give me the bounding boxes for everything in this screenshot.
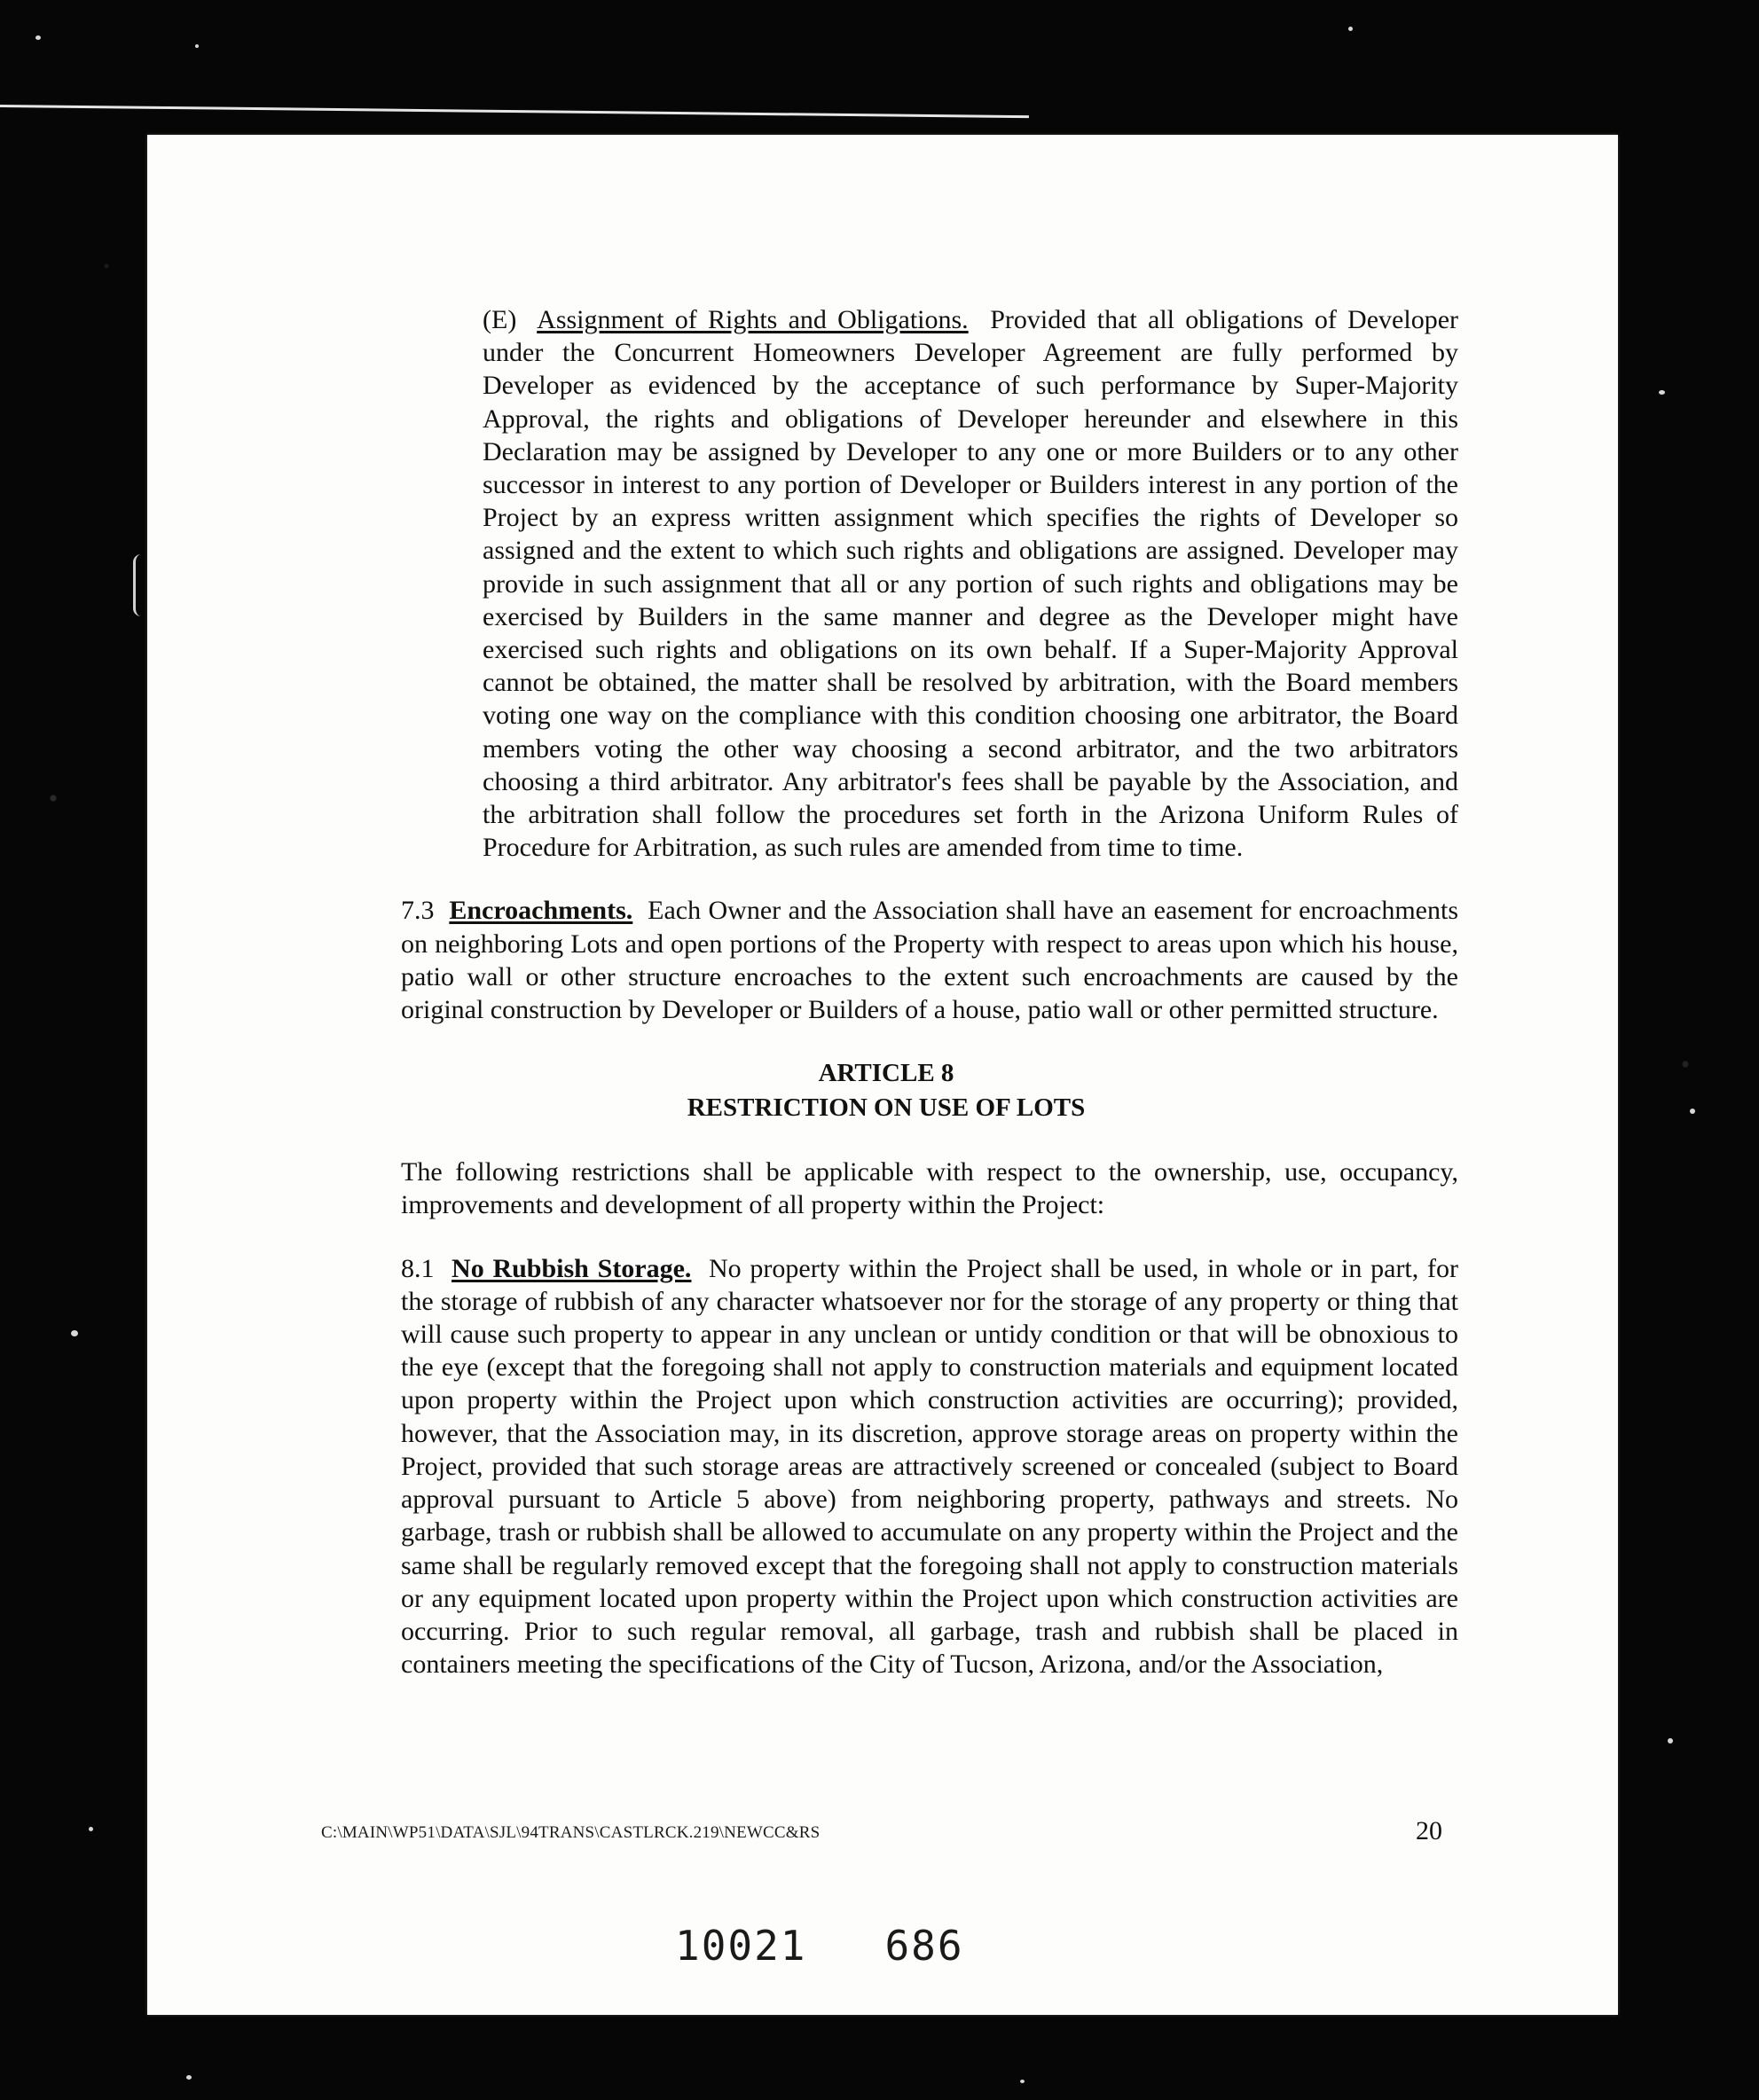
scan-edge-line <box>0 105 1029 118</box>
dust-speck <box>1659 390 1665 395</box>
article-title: ARTICLE 8 <box>818 1059 954 1088</box>
page-number: 20 <box>1416 1816 1442 1845</box>
paragraph-assignment-of-rights <box>314 303 1458 864</box>
dust-speck <box>71 1330 78 1336</box>
scan-artifact-bracket <box>133 554 141 616</box>
dust-speck <box>1348 27 1353 31</box>
dust-speck <box>195 44 199 48</box>
recording-page: 686 <box>884 1922 964 1970</box>
section-heading: Encroachments. <box>449 896 633 926</box>
paragraph-label: (E) <box>483 305 517 334</box>
dust-speck <box>1668 1738 1673 1743</box>
dust-speck <box>186 2075 192 2080</box>
section-body: No property within the Project shall be used, in whole or in part, for the storage of rubbish of any character whatsoever nor for the storage of any property or thing that will cause such property to appear in any unclean or untidy condition or that will be obnoxious to the eye (except that the foregoing shall not apply to construction materials and equipment located upon property within the Project upon which construction activities are occurring); provided, however, that the Association may, in its discretion, approve storage areas on property within the Project, provided that such storage areas are attractively screened or concealed (subject to Board approval pursuant to Article 5 above) from neighboring property, pathways and streets. No garbage, trash or rubbish shall be allowed to accumulate on any property within the Project and the same shall be regularly removed except that the foregoing shall not apply to construction materials or any equipment located upon property within the Project upon which construction activities are occurring. Prior to such regular removal, all garbage, trash and rubbish shall be placed in containers meeting the specifications of the City of Tucson, Arizona, and/or the Association, <box>401 1253 1459 1680</box>
section-encroachments <box>314 894 1458 1026</box>
dust-speck <box>35 35 41 40</box>
footer-file-path: C:\MAIN\WP51\DATA\SJL\94TRANS\CASTLRCK.219\NEWCC&RS <box>321 1823 821 1842</box>
dust-speck <box>1020 2080 1025 2083</box>
section-number: 7.3 <box>401 896 435 926</box>
document-page <box>147 135 1618 2015</box>
recording-stamp <box>675 1922 964 1970</box>
recording-docket: 10021 <box>675 1922 807 1970</box>
dust-speck <box>89 1827 93 1831</box>
section-heading: No Rubbish Storage. <box>452 1253 692 1283</box>
dust-speck <box>1690 1109 1695 1114</box>
paragraph-body: Provided that all obligations of Developer under the Concurrent Homeowners Developer Agreement are fully performed by Developer as evidenced by the acceptance of such performance by Super-Majority Approval, the rights and obligations of Developer hereunder and elsewhere in this Declaration may be assigned by Developer to any one or more Builders or to any other successor in interest to any portion of Developer or Builders interest in any portion of the Project by an express written assignment which specifies the rights of Developer so assigned and the extent to which such rights and obligations are assigned. Developer may provide in such assignment that all or any portion of such rights and obligations may be exercised by Builders in the same manner and degree as the Developer might have exercised such rights and obligations on its own behalf. If a Super-Majority Approval cannot be obtained, the matter shall be resolved by arbitration, with the Board members voting one way on the compliance with this condition choosing one arbitrator, the Board members voting the other way choosing a second arbitrator, and the two arbitrators choosing a third arbitrator. Any arbitrator's fees shall be payable by the Association, and the arbitration shall follow the procedures set forth in the Arizona Uniform Rules of Procedure for Arbitration, as such rules are amended from time to time. <box>483 305 1458 863</box>
article-subtitle: RESTRICTION ON USE OF LOTS <box>687 1093 1086 1123</box>
document-body <box>314 303 1458 1681</box>
section-body: Each Owner and the Association shall have an easement for encroachments on neighboring Lots and open portions of the Property with respect to areas upon which his house, patio wall or other structure encroaches to the extent such encroachments are caused by the original construction by Developer or Builders of a house, patio wall or other permitted structure. <box>401 896 1458 1025</box>
article-intro: The following restrictions shall be applicable with respect to the ownership, use, occupancy, improvements and development of all property within the Project: <box>401 1157 1458 1220</box>
section-no-rubbish-storage <box>314 1252 1458 1681</box>
paragraph-heading: Assignment of Rights and Obligations. <box>537 305 969 334</box>
section-number: 8.1 <box>401 1253 435 1283</box>
